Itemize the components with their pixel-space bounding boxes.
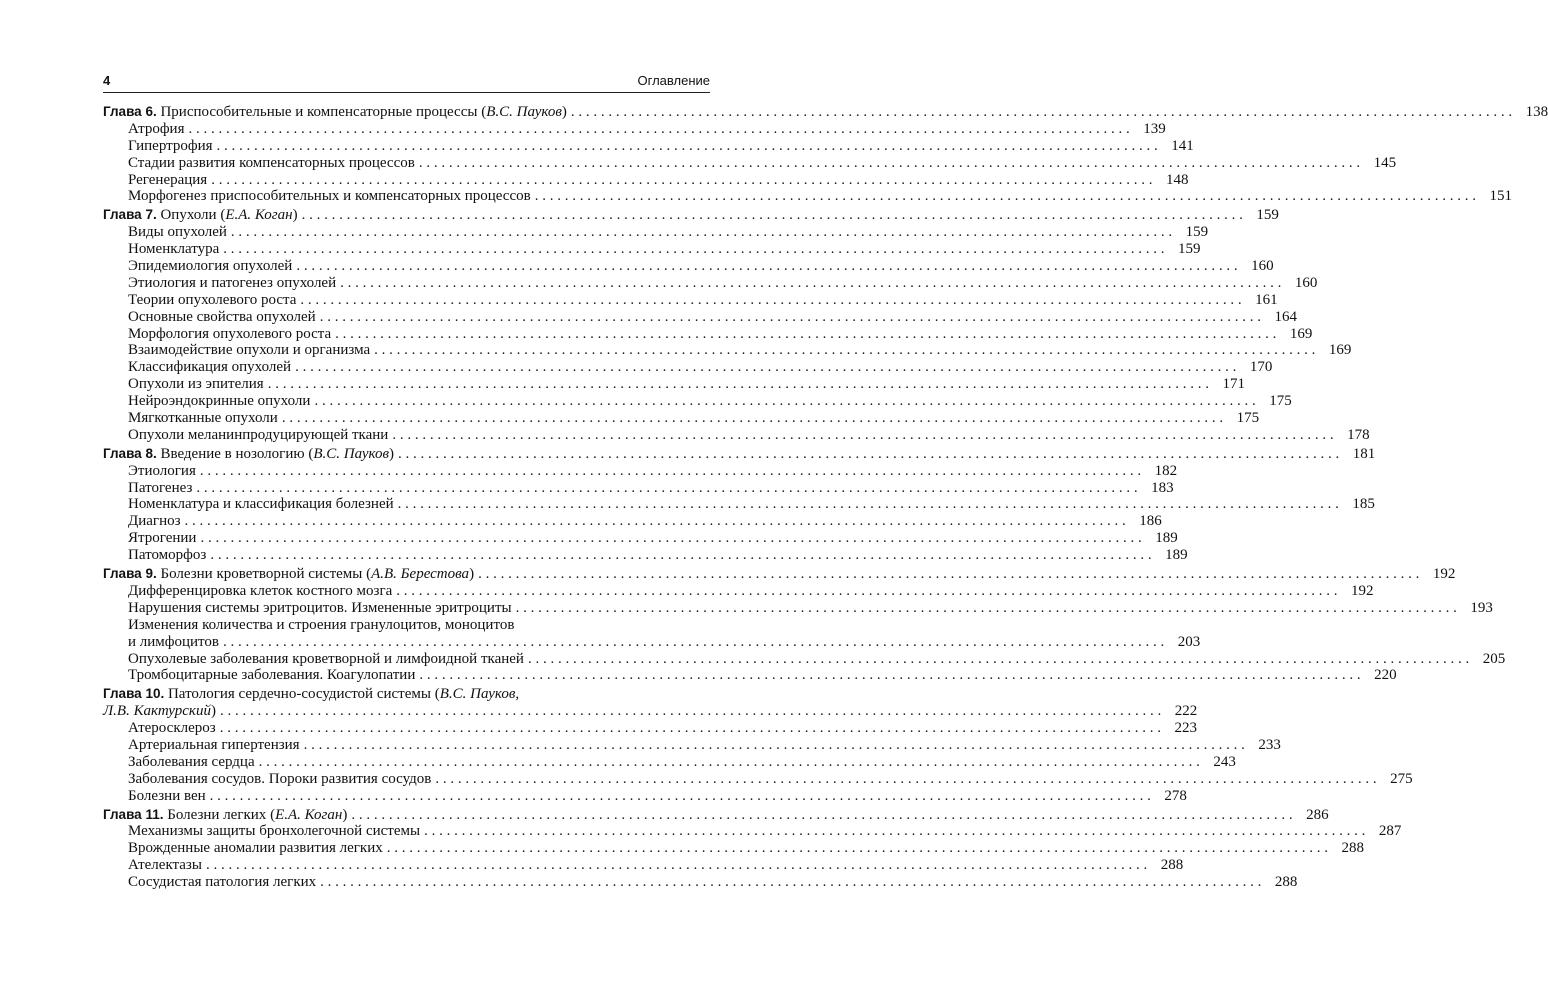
toc-section-entry	[103, 342, 1352, 359]
section-title: Мягкотканные опухоли	[128, 410, 278, 427]
page-ref: 159	[1185, 224, 1209, 241]
chapter-title: Болезни кроветворной системы	[160, 566, 363, 583]
chapter-author: В.С. Пауков	[313, 445, 389, 462]
section-title: Ятрогении	[128, 530, 197, 547]
dot-leader	[217, 138, 1158, 155]
page-ref: 192	[1351, 582, 1374, 599]
toc-section-entry	[103, 513, 1162, 530]
page-ref: 205	[1482, 650, 1506, 667]
section-title: Опухолевые заболевания кроветворной и лимфоидной тканей	[128, 650, 524, 667]
dot-leader	[398, 496, 1339, 513]
toc-section-entry	[103, 137, 1194, 155]
toc-section-entry	[103, 633, 1201, 651]
dot-leader	[435, 771, 1376, 788]
section-title: Сосудистая патология легких	[128, 874, 317, 891]
toc-section-entry	[103, 599, 1493, 617]
page-ref: 222	[1174, 703, 1198, 720]
section-title: Эпидемиология опухолей	[128, 258, 293, 275]
toc-section-entry	[103, 770, 1413, 788]
dot-leader	[206, 857, 1147, 874]
page-ref: 288	[1160, 857, 1184, 874]
toc-section-entry	[103, 291, 1278, 309]
page-ref: 181	[1352, 445, 1376, 462]
toc-section-entry	[103, 188, 1512, 205]
dot-leader	[535, 188, 1476, 205]
section-title: Артериальная гипертензия	[128, 736, 300, 753]
chapter-title: Патология сердечно-сосудистой системы	[167, 686, 431, 703]
page-ref: 161	[1255, 291, 1278, 308]
toc-section-entry	[103, 753, 1236, 771]
page-ref: 275	[1390, 770, 1413, 787]
toc-chapter-entry	[103, 686, 710, 703]
toc-chapter-entry	[103, 806, 1329, 824]
toc-section-entry	[103, 224, 1209, 241]
dot-leader	[571, 104, 1512, 121]
section-title: Ателектазы	[128, 857, 202, 874]
dot-leader	[340, 275, 1281, 292]
toc-section-entry	[103, 325, 1313, 343]
toc-section-entry	[103, 857, 1184, 874]
section-title: Номенклатура и классификация болезней	[128, 496, 394, 513]
toc-section-entry	[103, 874, 1298, 891]
toc-section-entry	[103, 823, 1402, 840]
dot-leader	[220, 703, 1161, 720]
toc-section-entry	[103, 393, 1292, 410]
dot-leader	[478, 566, 1419, 583]
dot-leader	[374, 342, 1315, 359]
page-ref: 178	[1347, 426, 1370, 443]
toc-section-entry	[103, 479, 1174, 497]
page-ref: 159	[1256, 207, 1279, 224]
section-title: Этиология	[128, 462, 196, 479]
chapter-author: А.В. Берестова	[371, 566, 470, 583]
toc-section-entry	[103, 154, 1397, 172]
section-title: Виды опухолей	[128, 224, 227, 241]
page-ref: 170	[1249, 359, 1273, 376]
dot-leader	[320, 309, 1261, 326]
dot-leader	[516, 600, 1457, 617]
section-title: Классификация опухолей	[128, 359, 292, 376]
dot-leader	[296, 258, 1237, 275]
chapter-title: Приспособительные и компенсаторные процессы	[160, 104, 478, 120]
toc-section-entry	[103, 840, 1364, 857]
section-title: Морфогенез приспособительных и компенсаторных процессов	[128, 188, 531, 205]
toc-section-entry	[103, 171, 1189, 189]
dot-leader	[351, 807, 1292, 824]
dot-leader	[320, 874, 1261, 891]
chapter-label: Глава 11.	[103, 806, 164, 822]
toc-section-entry	[103, 359, 1273, 376]
page-ref: 189	[1165, 547, 1188, 564]
toc-section-entry	[103, 410, 1260, 427]
chapter-author: В.С. Пауков	[486, 104, 562, 120]
dot-leader	[210, 788, 1151, 805]
dot-leader	[300, 292, 1241, 309]
page-ref: 171	[1222, 376, 1245, 393]
dot-leader	[210, 547, 1151, 564]
page-ref: 193	[1470, 599, 1493, 616]
page-ref: 203	[1177, 633, 1201, 650]
section-title: Патогенез	[128, 479, 193, 496]
section-title: Морфология опухолевого роста	[128, 325, 332, 342]
chapter-heading-cont: Л.В. Кактурский)	[103, 703, 216, 720]
dot-leader	[259, 754, 1200, 771]
section-title: Этиология и патогенез опухолей	[128, 274, 337, 291]
page-ref: 233	[1258, 736, 1281, 753]
toc-section-entry	[103, 787, 1187, 805]
page-ref: 145	[1373, 154, 1397, 171]
toc-chapter-entry	[103, 207, 1279, 224]
page-ref: 243	[1213, 753, 1236, 770]
dot-leader	[268, 376, 1209, 393]
dot-leader	[419, 155, 1360, 172]
dot-leader	[200, 463, 1141, 480]
section-title: Регенерация	[128, 171, 208, 188]
section-title: Болезни вен	[128, 787, 206, 804]
chapter-heading: Глава 11. Болезни легких (Е.А. Коган)	[103, 806, 348, 823]
chapter-heading: Глава 10. Патология сердечно-сосудистой системы (В.С. Пауков,	[103, 686, 520, 703]
toc-chapter-continuation	[103, 703, 1198, 720]
section-title: Врожденные аномалии развития легких	[128, 840, 383, 857]
dot-leader	[392, 427, 1333, 444]
page-ref: 160	[1251, 258, 1274, 275]
section-title: Номенклатура	[128, 241, 220, 258]
toc-section-entry	[103, 496, 1375, 513]
page-ref: 175	[1269, 393, 1292, 410]
section-title: Заболевания сердца	[128, 753, 255, 770]
page-ref: 164	[1274, 308, 1297, 325]
page-ref: 189	[1155, 530, 1178, 547]
chapter-label: Глава 7.	[103, 207, 157, 223]
dot-leader	[335, 326, 1276, 343]
page-ref: 286	[1306, 806, 1329, 823]
page-ref: 223	[1174, 720, 1197, 737]
toc-section-entry	[103, 667, 1397, 684]
chapter-author: Е.А. Коган	[225, 207, 293, 224]
page-ref: 288	[1274, 874, 1298, 891]
toc-section-entry	[103, 736, 1281, 754]
dot-leader	[528, 651, 1469, 668]
page-ref: 148	[1165, 171, 1189, 188]
section-title: Механизмы защиты бронхолегочной системы	[128, 823, 421, 840]
toc-section-entry	[103, 308, 1297, 326]
page-ref: 220	[1374, 667, 1397, 684]
section-title: Теории опухолевого роста	[128, 291, 297, 308]
section-title: Гипертрофия	[128, 137, 213, 154]
page-ref: 138	[1525, 104, 1548, 120]
running-title: Оглавление	[637, 73, 710, 88]
dot-leader	[185, 513, 1126, 530]
chapter-label: Глава 10.	[103, 686, 165, 702]
page-ref: 186	[1139, 513, 1162, 530]
page-ref: 141	[1171, 137, 1194, 154]
section-title: Взаимодействие опухоли и организма	[128, 342, 371, 359]
page-ref: 151	[1489, 188, 1512, 205]
chapter-label: Глава 9.	[103, 566, 157, 582]
section-title: Нарушения системы эритроцитов. Измененные эритроциты	[128, 599, 512, 616]
chapter-label: Глава 8.	[103, 445, 157, 461]
section-title: Стадии развития компенсаторных процессов	[128, 154, 415, 171]
page-ref: 159	[1178, 241, 1201, 258]
dot-leader	[398, 446, 1339, 463]
toc-section-entry	[103, 241, 1201, 258]
chapter-author: В.С. Пауков,	[439, 686, 520, 703]
toc-section-entry	[103, 258, 1274, 275]
dot-leader	[314, 393, 1255, 410]
chapter-label: Глава 6.	[103, 104, 157, 119]
table-of-contents	[103, 104, 1548, 891]
toc-chapter-entry	[103, 104, 1548, 121]
dot-leader	[200, 530, 1141, 547]
section-title: Атеросклероз	[128, 720, 216, 737]
page-ref: 169	[1289, 325, 1313, 342]
chapter-heading: Глава 8. Введение в нозологию (В.С. Пауков)	[103, 445, 394, 462]
page-ref: 182	[1154, 462, 1178, 479]
toc-section-entry	[103, 650, 1506, 668]
chapter-heading: Глава 9. Болезни кроветворной системы (А.В. Берестова)	[103, 566, 475, 583]
toc-section-entry	[103, 582, 1374, 600]
toc-chapter-entry	[103, 445, 1376, 463]
section-title: Заболевания сосудов. Пороки развития сосудов	[128, 770, 432, 787]
chapter-heading: Глава 6. Приспособительные и компенсаторные процессы (В.С. Пауков)	[103, 104, 567, 120]
dot-leader	[387, 840, 1328, 857]
chapter-title: Опухоли	[160, 207, 217, 224]
dot-leader	[304, 737, 1245, 754]
toc-section-entry	[103, 462, 1178, 480]
page-number: 4	[103, 73, 111, 88]
section-title: Патоморфоз	[128, 547, 207, 564]
chapter-author: Е.А. Коган	[275, 806, 343, 823]
dot-leader	[220, 720, 1161, 737]
chapter-title: Введение в нозологию	[160, 445, 305, 462]
section-title: Опухоли из эпителия	[128, 376, 264, 393]
page-ref: 288	[1341, 840, 1364, 857]
page-ref: 160	[1294, 274, 1318, 291]
toc-section-entry	[103, 426, 1370, 444]
header-rule	[103, 92, 710, 93]
page-ref: 192	[1432, 566, 1456, 583]
section-title: Тромбоцитарные заболевания. Коагулопатии	[128, 667, 416, 684]
dot-leader	[188, 121, 1129, 138]
dot-leader	[231, 224, 1172, 241]
page-ref: 139	[1143, 120, 1166, 137]
page-ref: 287	[1378, 823, 1402, 840]
page-ref: 175	[1236, 410, 1260, 427]
toc-section-entry	[103, 274, 1318, 292]
page-ref: 169	[1328, 342, 1352, 359]
section-title: Атрофия	[128, 120, 185, 137]
page-ref: 278	[1164, 787, 1187, 804]
section-title: Диагноз	[128, 513, 181, 530]
section-title: и лимфоцитов	[128, 633, 219, 650]
toc-chapter-entry	[103, 566, 1456, 583]
dot-leader	[424, 823, 1365, 840]
chapter-title: Болезни легких	[167, 806, 267, 823]
chapter-author: Л.В. Кактурский	[103, 703, 211, 720]
toc-section-entry	[103, 617, 710, 634]
dot-leader	[419, 667, 1360, 684]
section-title: Дифференцировка клеток костного мозга	[128, 582, 393, 599]
dot-leader	[223, 241, 1164, 258]
chapter-heading: Глава 7. Опухоли (Е.А. Коган)	[103, 207, 298, 224]
section-title: Изменения количества и строения гранулоцитов, моноцитов	[128, 616, 515, 633]
dot-leader	[282, 410, 1223, 427]
toc-section-entry	[103, 120, 1166, 138]
section-title: Опухоли меланинпродуцирующей ткани	[128, 426, 389, 443]
dot-leader	[302, 207, 1243, 224]
section-title: Основные свойства опухолей	[128, 308, 316, 325]
page-header	[103, 70, 710, 90]
dot-leader	[396, 583, 1337, 600]
dot-leader	[295, 359, 1236, 376]
dot-leader	[223, 634, 1164, 651]
toc-section-entry	[103, 720, 1197, 737]
page-ref: 183	[1151, 479, 1174, 496]
dot-leader	[196, 480, 1137, 497]
toc-section-entry	[103, 376, 1245, 393]
section-title: Нейроэндокринные опухоли	[128, 393, 311, 410]
toc-section-entry	[103, 530, 1178, 547]
dot-leader	[211, 172, 1152, 189]
toc-section-entry	[103, 547, 1188, 564]
page-ref: 185	[1352, 496, 1375, 513]
